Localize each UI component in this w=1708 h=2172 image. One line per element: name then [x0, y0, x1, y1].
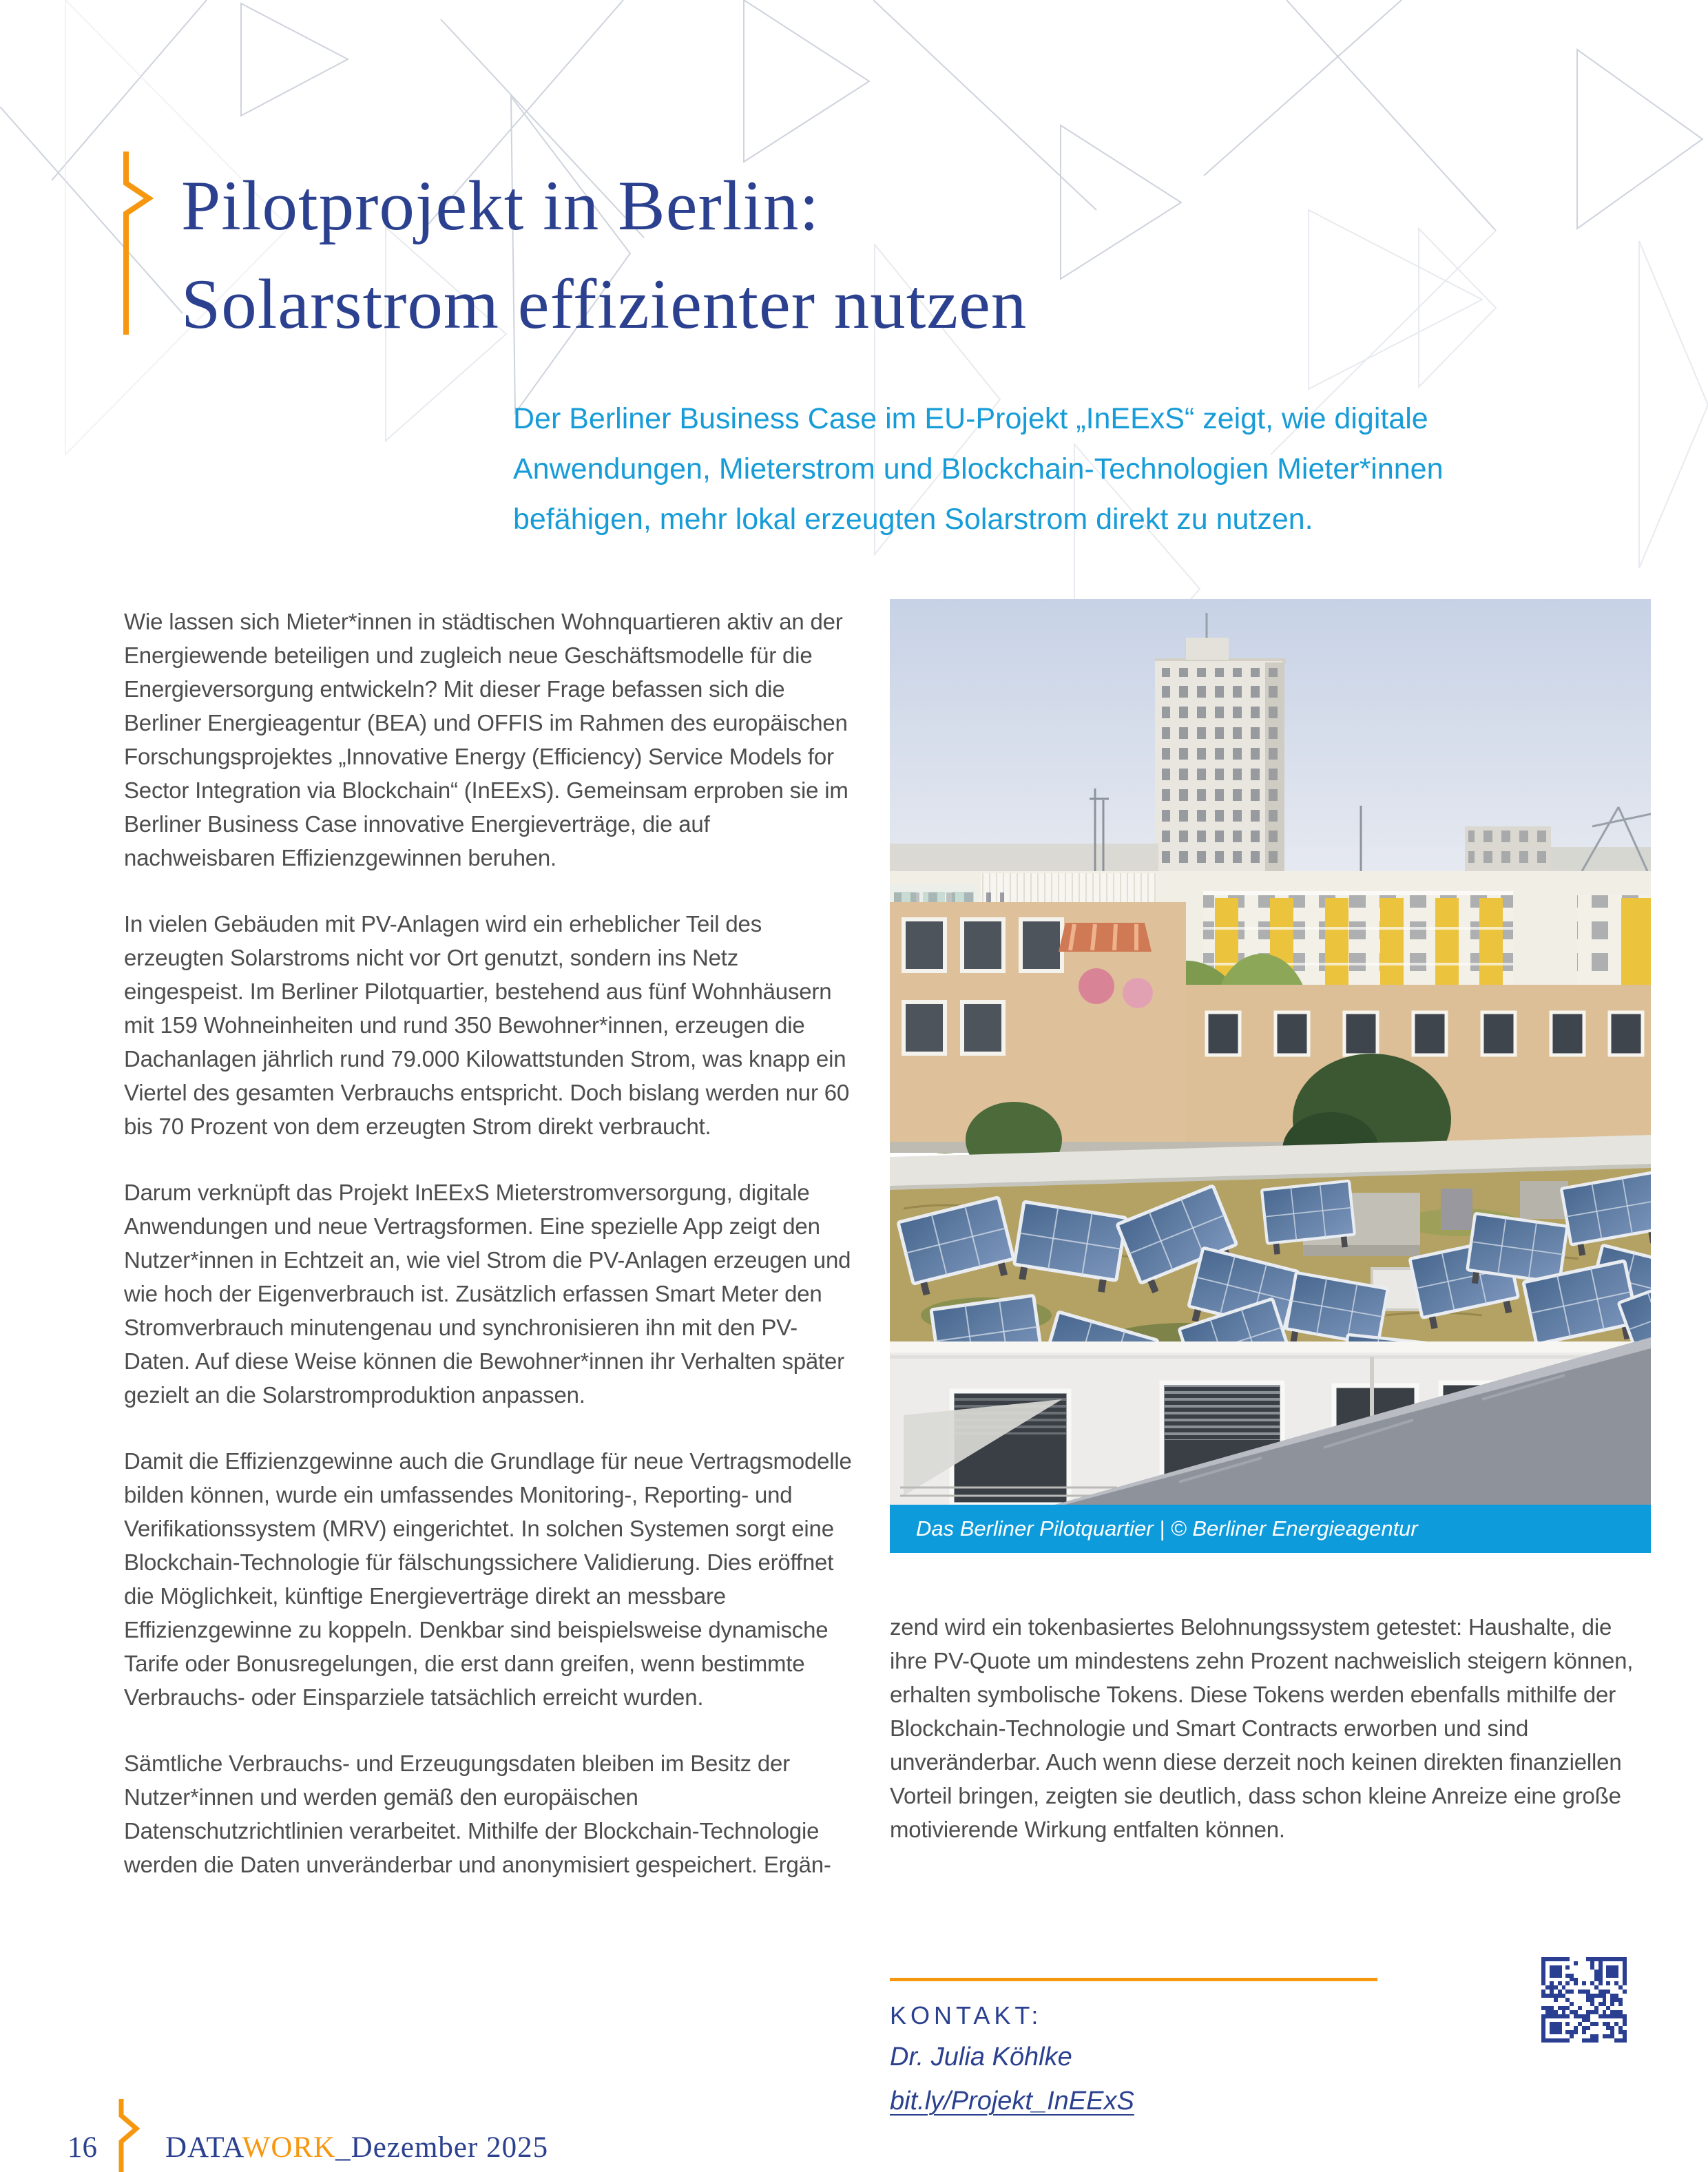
contact-divider [890, 1978, 1377, 1981]
article-paragraph: Darum verknüpft das Projekt InEExS Mieterstromversorgung, digitale Anwendungen und neue Vertragsformen. Eine spezielle App zeigt den Nutzer*innen in Echtzeit an, wie viel Strom die PV-Anlagen erzeugen und wie hoch der Eigenverbrauch ist. Zusätzlich erfassen Smart Meter den Stromverbrauch minutengenau und synchronisieren ihn mit den PV-Daten. Auf diese Weise können die Bewohner*innen ihr Verhalten später gezielt an die Solarstromproduktion anpassen. [124, 1180, 851, 1408]
article-lede [513, 394, 1444, 545]
brand-accent: WORK [242, 2131, 336, 2164]
title-accent-chevron-icon [121, 152, 163, 337]
article-paragraph: Sämtliche Verbrauchs- und Erzeugungsdaten bleiben im Besitz der Nutzer*innen und werden gemäß den europäischen Datenschutzrichtlinien verarbeitet. Mithilfe der Blockchain-Technologie werden die Daten unveränderbar und anonymisiert gespeichert. Ergän- [124, 1751, 831, 1877]
article-lede-line: befähigen, mehr lokal erzeugten Solarstrom direkt zu nutzen. [513, 503, 1313, 536]
article-lede-line: Der Berliner Business Case im EU-Projekt „InEExS“ zeigt, wie digitale [513, 402, 1428, 435]
article-paragraph: Wie lassen sich Mieter*innen in städtischen Wohnquartieren aktiv an der Energiewende beteiligen und zugleich neue Geschäftsmodelle für die Energieversorgung entwickeln? Mit dieser Frage befassen sich die Berliner Energieagentur (BEA) und OFFIS im Rahmen des europäischen Forschungsprojektes „Innovative Energy (Efficiency) Service Models for Sector Integration via Blockchain“ (InEExS). Gemeinsam erproben sie im Berliner Business Case innovative Energieverträge, die auf nachweisbaren Effizienzgewinnen beruhen. [124, 609, 848, 870]
page-number: 16 [67, 2131, 97, 2164]
article-paragraph: zend wird ein tokenbasiertes Belohnungssystem getestet: Haushalte, die ihre PV-Quote um mindestens zehn Prozent nachweislich steigern können, erhalten symbolische Tokens. Diese Tokens werden ebenfalls mithilfe der Blockchain-Technologie und Smart Contracts erworben und sind unveränderbar. Auch wenn diese derzeit noch keinen direkten finanziellen Vorteil bringen, zeigten sie deutlich, dass schon kleine Anreize eine große motivierende Wirkung entfalten können. [890, 1614, 1634, 1842]
qr-code [1541, 1957, 1627, 2043]
article-paragraph: In vielen Gebäuden mit PV-Anlagen wird ein erheblicher Teil des erzeugten Solarstroms nicht vor Ort genutzt, sondern ins Netz eingespeist. Im Berliner Pilotquartier, bestehend aus fünf Wohnhäusern mit 159 Wohneinheiten und rund 350 Bewohner*innen, erzeugen die Dachanlagen jährlich rund 79.000 Kilowattstunden Strom, was knapp ein Viertel des gesamten Verbrauchs entspricht. Doch bislang werden nur 60 bis 70 Prozent von dem erzeugten Strom direkt verbraucht. [124, 911, 850, 1139]
article-column-left [124, 605, 860, 1914]
pilot-quarter-photo [890, 599, 1651, 1553]
magazine-brand [165, 2131, 548, 2164]
contact-link[interactable]: bit.ly/Projekt_InEExS [890, 2087, 1134, 2116]
article-column-right [890, 1610, 1653, 1879]
page-title [181, 157, 1027, 354]
page-title-line2: Solarstrom effizienter nutzen [181, 265, 1028, 344]
photo-caption: Das Berliner Pilotquartier | © Berliner Energieagentur [890, 1505, 1651, 1553]
article-lede-line: Anwendungen, Mieterstrom und Blockchain-Technologien Mieter*innen [513, 452, 1444, 485]
contact-heading: KONTAKT: [890, 2001, 1043, 2029]
footer-accent-chevron-icon [117, 2099, 152, 2172]
contact-name: Dr. Julia Köhlke [890, 2043, 1072, 2071]
article-paragraph: Damit die Effizienzgewinne auch die Grundlage für neue Vertragsmodelle bilden können, wurde ein umfassendes Monitoring-, Reporting- und Verifikationssystem (MRV) eingerichtet. In solchen Systemen sorgt eine Blockchain-Technologie für fälschungssichere Validierung. Dies eröffnet die Möglichkeit, künftige Energieverträge direkt an messbare Effizienzgewinne zu koppeln. Denkbar sind beispielsweise dynamische Tarife oder Bonusregelungen, die erst dann greifen, wenn bestimmte Verbrauchs- oder Einsparziele tatsächlich erreicht wurden. [124, 1448, 852, 1710]
page-title-line1: Pilotprojekt in Berlin: [181, 167, 820, 245]
brand-primary: DATA [165, 2131, 242, 2164]
issue-date: _Dezember 2025 [335, 2131, 549, 2164]
